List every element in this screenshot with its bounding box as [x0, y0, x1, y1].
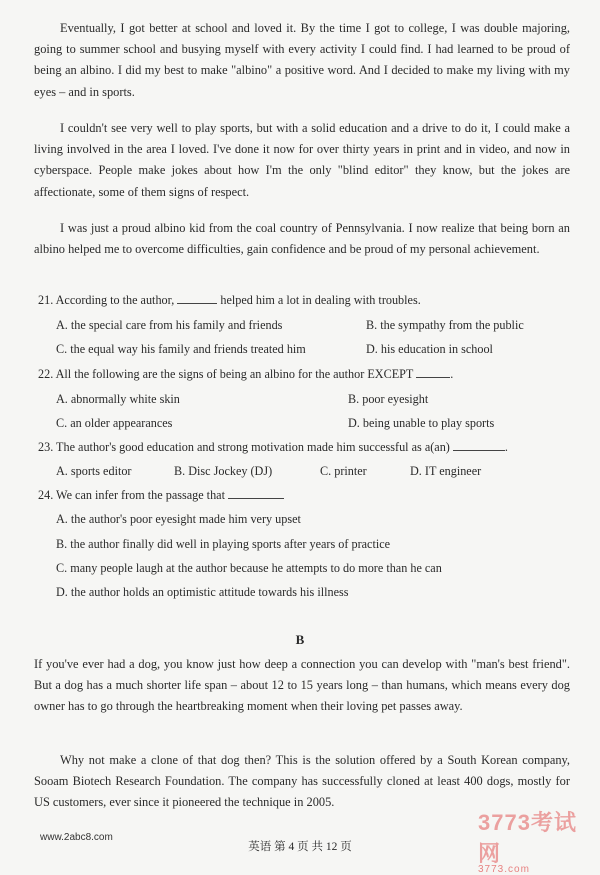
passage-a-paragraph-1: Eventually, I got better at school and loved it. By the time I got to college, I was double majoring, going to summer school and busying myself with every activity I could find. I had learned to be proud of being an albino. I did my best to make "albino" a positive word. And I decided to make my living with my eyes – and in sports.: [34, 21, 570, 99]
question-23-stem-before: 23. The author's good education and strong motivation made him successful as a(an): [38, 440, 453, 454]
passage-b-paragraph-1: If you've ever had a dog, you know just how deep a connection you can develop with "man's best friend". But a dog has a much shorter life span – about 12 to 15 years long – than humans, which means every dog owner has to go through the heartbreaking moment when their loving pet passes away.: [34, 657, 570, 714]
answer-blank: [416, 367, 450, 378]
question-21-stem-before: 21. According to the author,: [38, 293, 178, 307]
q24-option-d: D. the author holds an optimistic attitude towards his illness: [56, 585, 349, 599]
question-22-stem-after: .: [450, 367, 454, 381]
q21-option-b: B. the sympathy from the public: [366, 318, 524, 332]
q24-option-a: A. the author's poor eyesight made him very upset: [56, 512, 301, 526]
q23-option-a: A. sports editor: [56, 464, 132, 478]
section-b-heading: B: [295, 632, 305, 647]
question-23: [38, 437, 508, 457]
page-footer: 英语 第 4 页 共 12 页: [248, 841, 352, 853]
q24-option-c: C. many people laugh at the author because he attempts to do more than he can: [56, 561, 442, 575]
question-24: [38, 485, 284, 505]
q23-option-c: C. printer: [320, 464, 367, 478]
q22-option-d: D. being unable to play sports: [348, 416, 495, 430]
question-22: [38, 364, 453, 384]
q21-option-c: C. the equal way his family and friends treated him: [56, 342, 306, 356]
answer-blank: [228, 488, 284, 499]
q24-option-b: B. the author finally did well in playing sports after years of practice: [56, 537, 391, 551]
question-23-stem-after: .: [504, 440, 508, 454]
watermark-left: www.2abc8.com: [40, 832, 113, 843]
question-21-stem-after: helped him a lot in dealing with troubles.: [217, 293, 421, 307]
passage-b-paragraph-2: Why not make a clone of that dog then? This is the solution offered by a South Korean company, Sooam Biotech Research Foundation. The company has successfully cloned at least 400 dogs, mostly for US customers, ever since it pioneered the technique in 2005.: [34, 753, 570, 810]
q22-option-b: B. poor eyesight: [348, 392, 429, 406]
q22-option-c: C. an older appearances: [56, 416, 173, 430]
q22-option-a: A. abnormally white skin: [56, 392, 180, 406]
watermark-url: 3773.com: [478, 864, 530, 875]
answer-blank: [177, 293, 217, 304]
passage-a-paragraph-3: I was just a proud albino kid from the coal country of Pennsylvania. I now realize that being born an albino helped me to overcome difficulties, gain confidence and be proud of my personal achievement.: [34, 221, 570, 257]
question-22-stem-before: 22. All the following are the signs of being an albino for the author EXCEPT: [38, 367, 417, 381]
passage-a-paragraph-2: I couldn't see very well to play sports, but with a solid education and a drive to do it, I could make a living involved in the area I loved. I've done it now for over thirty years in print and in video, and now in cyberspace. People make jokes about how I'm the only "blind editor" they know, but the jokes are affectionate, some of them signs of respect.: [34, 121, 570, 199]
answer-blank: [453, 440, 505, 451]
watermark-logo-text: 3773考试网: [478, 810, 577, 866]
q23-option-d: D. IT engineer: [410, 464, 482, 478]
question-24-stem-before: 24. We can infer from the passage that: [38, 488, 228, 502]
question-21: [38, 290, 421, 310]
q21-option-d: D. his education in school: [366, 342, 493, 356]
q23-option-b: B. Disc Jockey (DJ): [174, 464, 273, 478]
q21-option-a: A. the special care from his family and friends: [56, 318, 283, 332]
